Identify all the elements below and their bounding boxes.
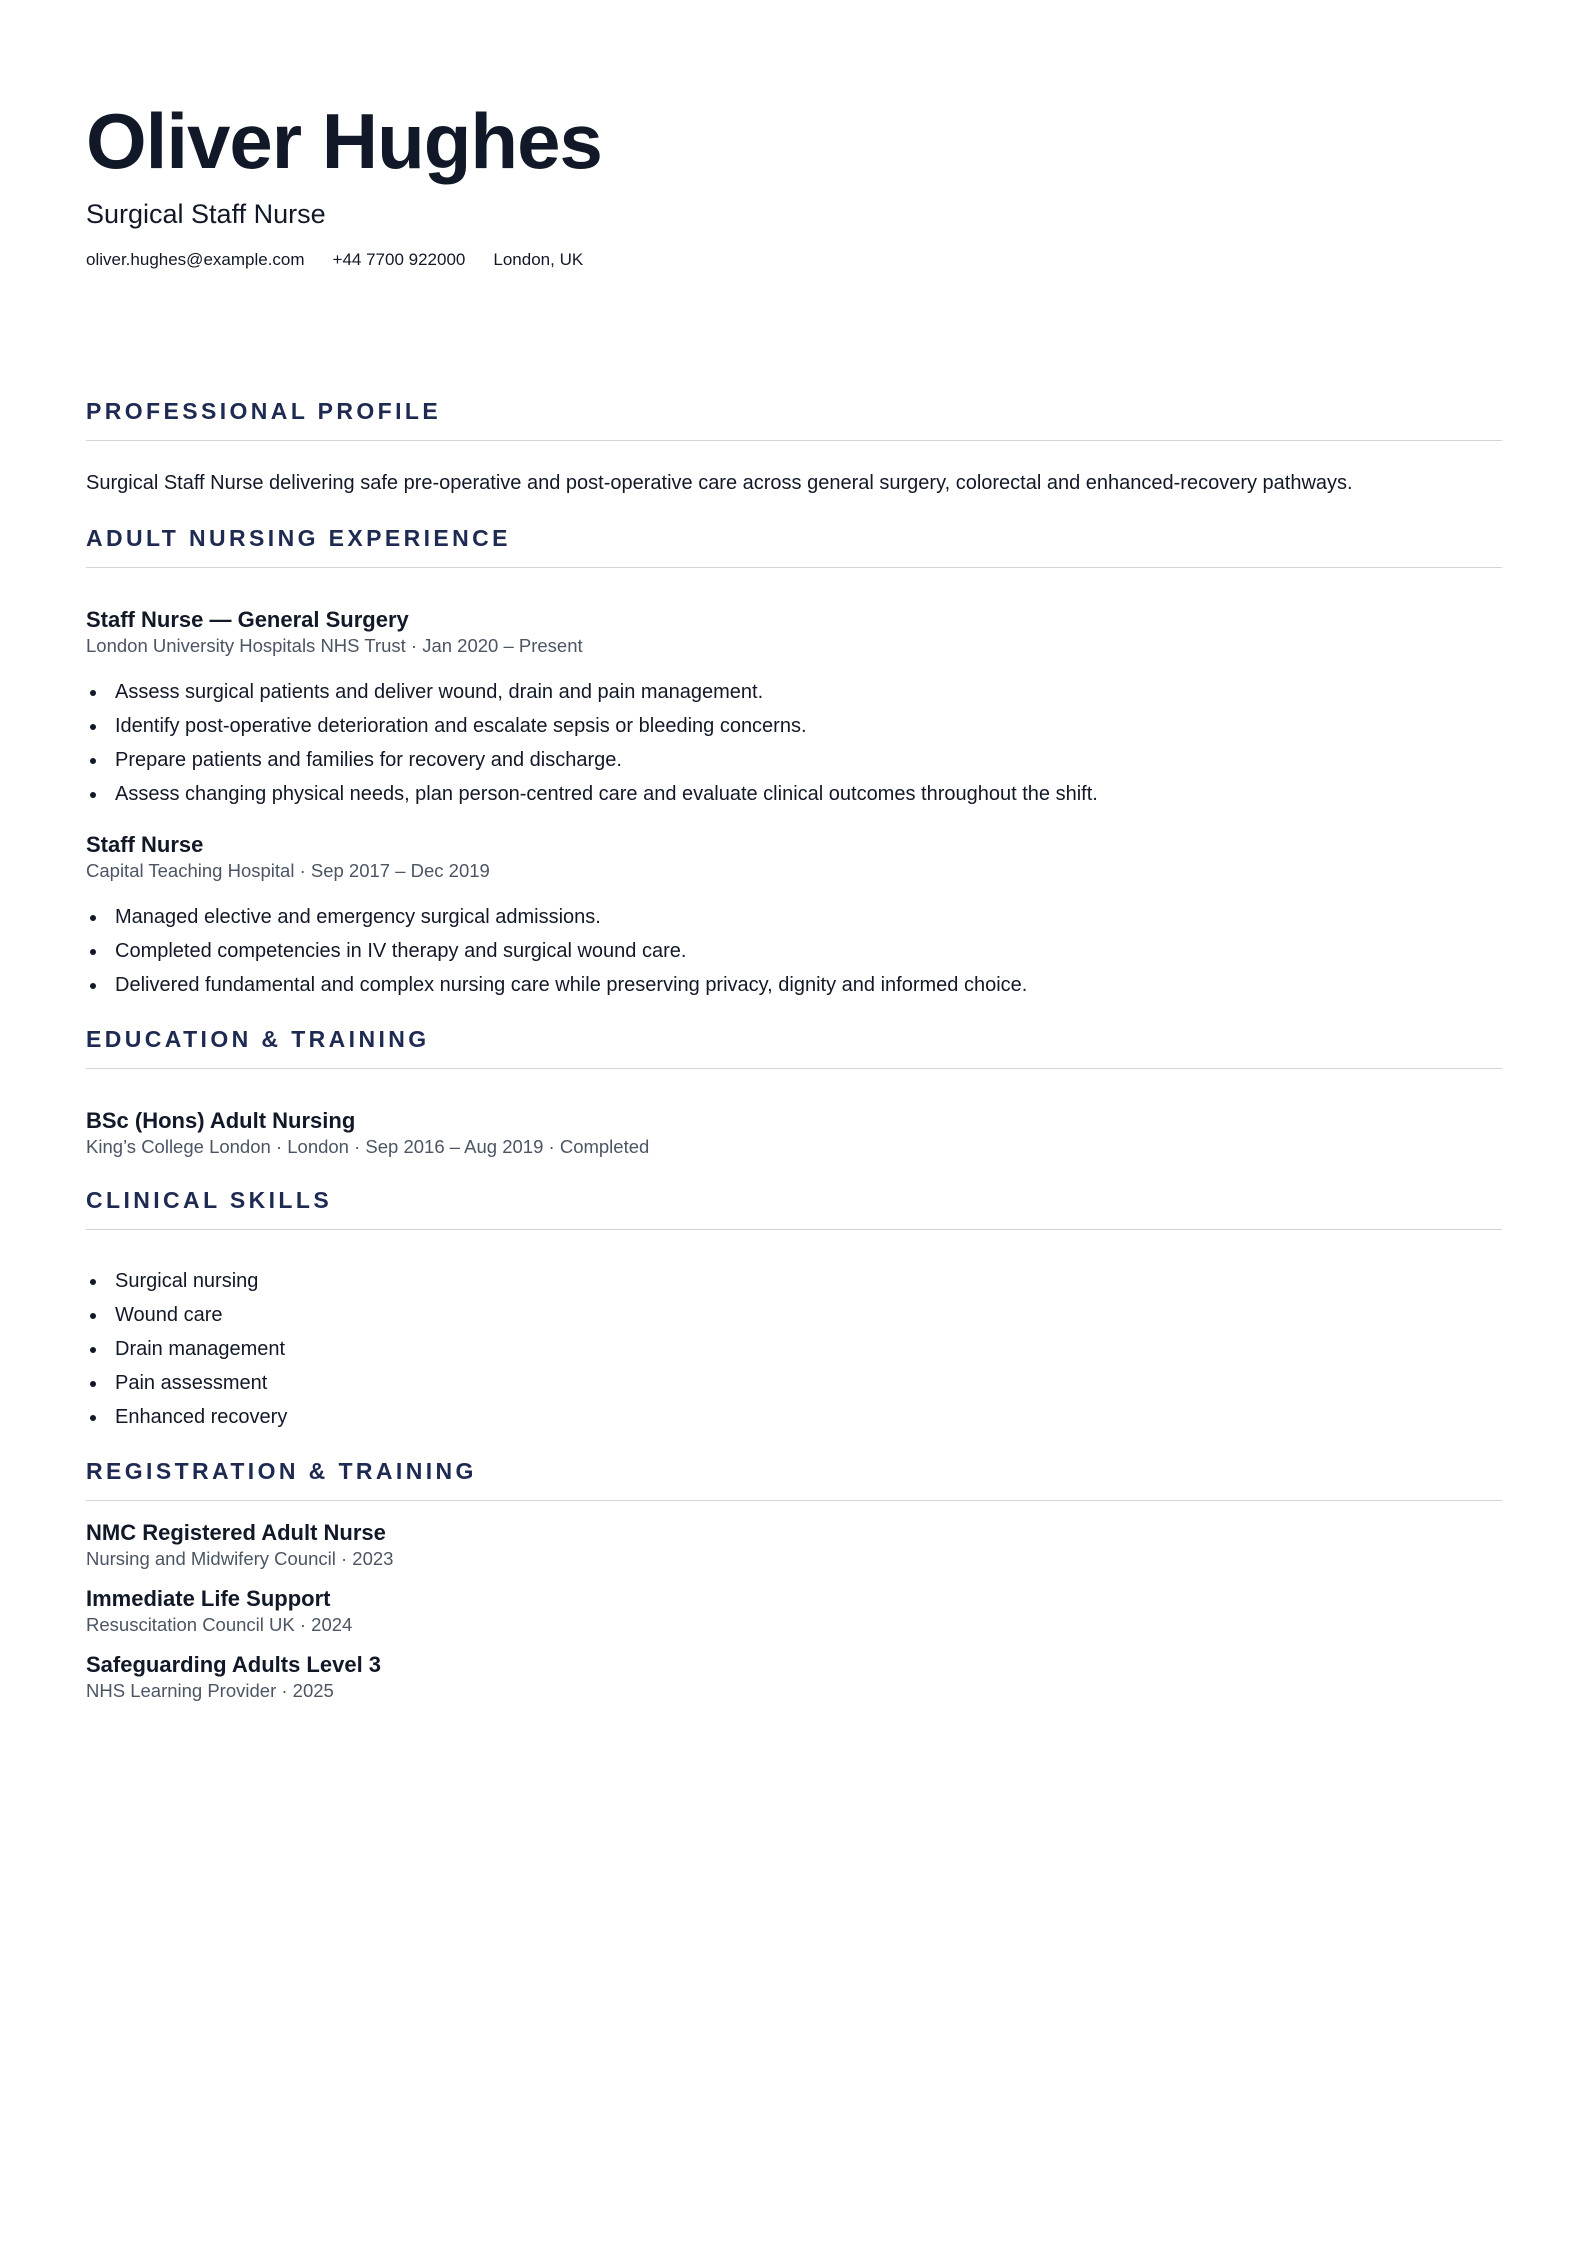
section-heading-profile: PROFESSIONAL PROFILE	[86, 396, 1502, 441]
job-bullet: Assess surgical patients and deliver wound, drain and pain management.	[115, 675, 1502, 709]
skill-item: Surgical nursing	[115, 1264, 1502, 1298]
section-profile	[86, 396, 1502, 497]
job-title: Staff Nurse	[86, 832, 204, 857]
resume-header	[86, 96, 1502, 272]
job-entry	[86, 831, 1502, 1002]
registration-title: NMC Registered Adult Nurse	[86, 1520, 386, 1545]
registration-meta: Resuscitation Council UK · 2024	[86, 1614, 353, 1635]
section-heading-skills: CLINICAL SKILLS	[86, 1185, 1502, 1230]
candidate-name: Oliver Hughes	[86, 97, 602, 185]
section-registration	[86, 1456, 1502, 1703]
registration-entry	[86, 1651, 1502, 1703]
job-bullet: Identify post-operative deterioration and escalate sepsis or bleeding concerns.	[115, 709, 1502, 743]
job-meta: Capital Teaching Hospital · Sep 2017 – Dec 2019	[86, 860, 490, 881]
job-bullet: Managed elective and emergency surgical admissions.	[115, 900, 1502, 934]
education-title: BSc (Hons) Adult Nursing	[86, 1108, 356, 1133]
registration-meta: NHS Learning Provider · 2025	[86, 1680, 334, 1701]
education-meta: King’s College London · London · Sep 2016 – Aug 2019 · Completed	[86, 1136, 650, 1157]
registration-entry	[86, 1585, 1502, 1637]
section-heading-registration: REGISTRATION & TRAINING	[86, 1456, 1502, 1501]
section-skills	[86, 1185, 1502, 1434]
contact-line	[86, 248, 1502, 272]
skill-item: Drain management	[115, 1332, 1502, 1366]
registration-meta: Nursing and Midwifery Council · 2023	[86, 1548, 394, 1569]
contact-location: London, UK	[493, 250, 584, 269]
job-meta: London University Hospitals NHS Trust · Jan 2020 – Present	[86, 635, 583, 656]
registration-entry	[86, 1519, 1502, 1571]
section-experience	[86, 523, 1502, 1002]
job-bullets	[86, 675, 1502, 811]
skill-item: Pain assessment	[115, 1366, 1502, 1400]
skill-item: Enhanced recovery	[115, 1400, 1502, 1434]
candidate-role: Surgical Staff Nurse	[86, 199, 326, 229]
registration-title: Safeguarding Adults Level 3	[86, 1652, 382, 1677]
contact-email[interactable]: oliver.hughes@example.com	[86, 250, 305, 269]
job-title: Staff Nurse — General Surgery	[86, 607, 409, 632]
section-heading-education: EDUCATION & TRAINING	[86, 1024, 1502, 1069]
job-bullet: Assess changing physical needs, plan person-centred care and evaluate clinical outcomes throughout the shift.	[115, 777, 1502, 811]
registration-title: Immediate Life Support	[86, 1586, 331, 1611]
job-bullet: Delivered fundamental and complex nursing care while preserving privacy, dignity and informed choice.	[115, 968, 1502, 1002]
section-heading-experience: ADULT NURSING EXPERIENCE	[86, 523, 1502, 568]
job-bullet: Prepare patients and families for recovery and discharge.	[115, 743, 1502, 777]
job-bullets	[86, 900, 1502, 1002]
skills-list	[86, 1264, 1502, 1434]
section-education	[86, 1024, 1502, 1159]
job-entry	[86, 606, 1502, 811]
education-entry	[86, 1107, 1502, 1159]
profile-summary: Surgical Staff Nurse delivering safe pre-operative and post-operative care across general surgery, colorectal and enhanced-recovery pathways.	[86, 472, 1353, 494]
skill-item: Wound care	[115, 1298, 1502, 1332]
job-bullet: Completed competencies in IV therapy and surgical wound care.	[115, 934, 1502, 968]
contact-phone[interactable]: +44 7700 922000	[332, 250, 466, 269]
